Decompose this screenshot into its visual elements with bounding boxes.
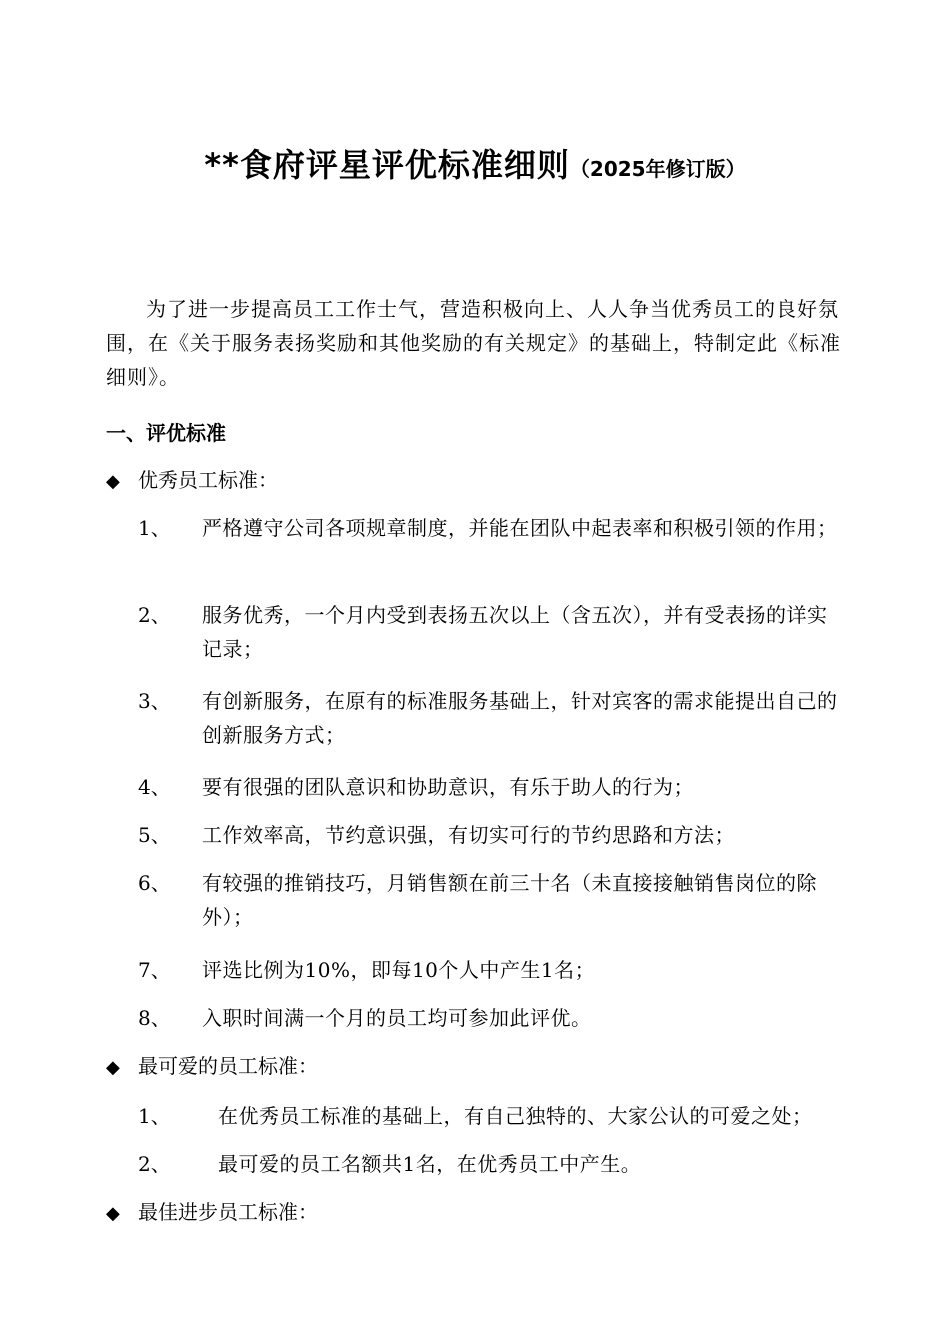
- title-main: **食府评星评优标准细则: [204, 146, 570, 184]
- item-number: 8、: [138, 1006, 171, 1030]
- item-text: 在优秀员工标准的基础上，有自己独特的、大家公认的可爱之处；: [218, 1104, 813, 1128]
- intro-paragraph: 为了进一步提高员工工作士气，营造积极向上、人人争当优秀员工的良好氛围，在《关于服务表扬奖励和其他奖励的有关规定》的基础上，特制定此《标准细则》。: [106, 297, 841, 389]
- bullet-label: 优秀员工标准：: [138, 468, 278, 492]
- item-text: 有较强的推销技巧，月销售额在前三十名（未直接接触销售岗位的除外）；: [202, 871, 817, 929]
- title-edition: （2025年修订版）: [569, 157, 746, 181]
- item-number: 3、: [138, 689, 171, 713]
- item-text: 工作效率高，节约意识强，有切实可行的节约思路和方法；: [202, 823, 735, 847]
- item-number: 4、: [138, 775, 171, 799]
- bullet-label: 最佳进步员工标准：: [138, 1200, 318, 1224]
- bullet-excellent-standard: [106, 463, 278, 499]
- item-number: 6、: [138, 871, 171, 895]
- item-text: 服务优秀，一个月内受到表扬五次以上（含五次），并有受表扬的详实记录；: [202, 603, 828, 661]
- item-text: 最可爱的员工名额共1名，在优秀员工中产生。: [218, 1152, 642, 1176]
- item-number: 2、: [138, 603, 171, 627]
- bullet-lovely-standard: [106, 1049, 318, 1085]
- diamond-bullet-icon: ◆: [106, 1203, 120, 1224]
- item-number: 5、: [138, 823, 171, 847]
- item-number: 1、: [138, 1104, 171, 1128]
- document-title: [0, 140, 950, 186]
- item-text: 入职时间满一个月的员工均可参加此评优。: [202, 1006, 592, 1030]
- section-heading: 一、评优标准: [106, 421, 226, 445]
- bullet-label: 最可爱的员工标准：: [138, 1054, 318, 1078]
- item-text: 要有很强的团队意识和协助意识，有乐于助人的行为；: [202, 775, 694, 799]
- item-number: 1、: [138, 516, 171, 540]
- diamond-bullet-icon: ◆: [106, 471, 120, 492]
- diamond-bullet-icon: ◆: [106, 1057, 120, 1078]
- item-text: 评选比例为10%，即每10个人中产生1名；: [202, 958, 596, 982]
- item-text: 严格遵守公司各项规章制度，并能在团队中起表率和积极引领的作用；: [202, 516, 838, 540]
- item-number: 2、: [138, 1152, 171, 1176]
- item-number: 7、: [138, 958, 171, 982]
- bullet-progress-standard: [106, 1195, 318, 1231]
- item-text: 有创新服务，在原有的标准服务基础上，针对宾客的需求能提出自己的创新服务方式；: [202, 689, 838, 747]
